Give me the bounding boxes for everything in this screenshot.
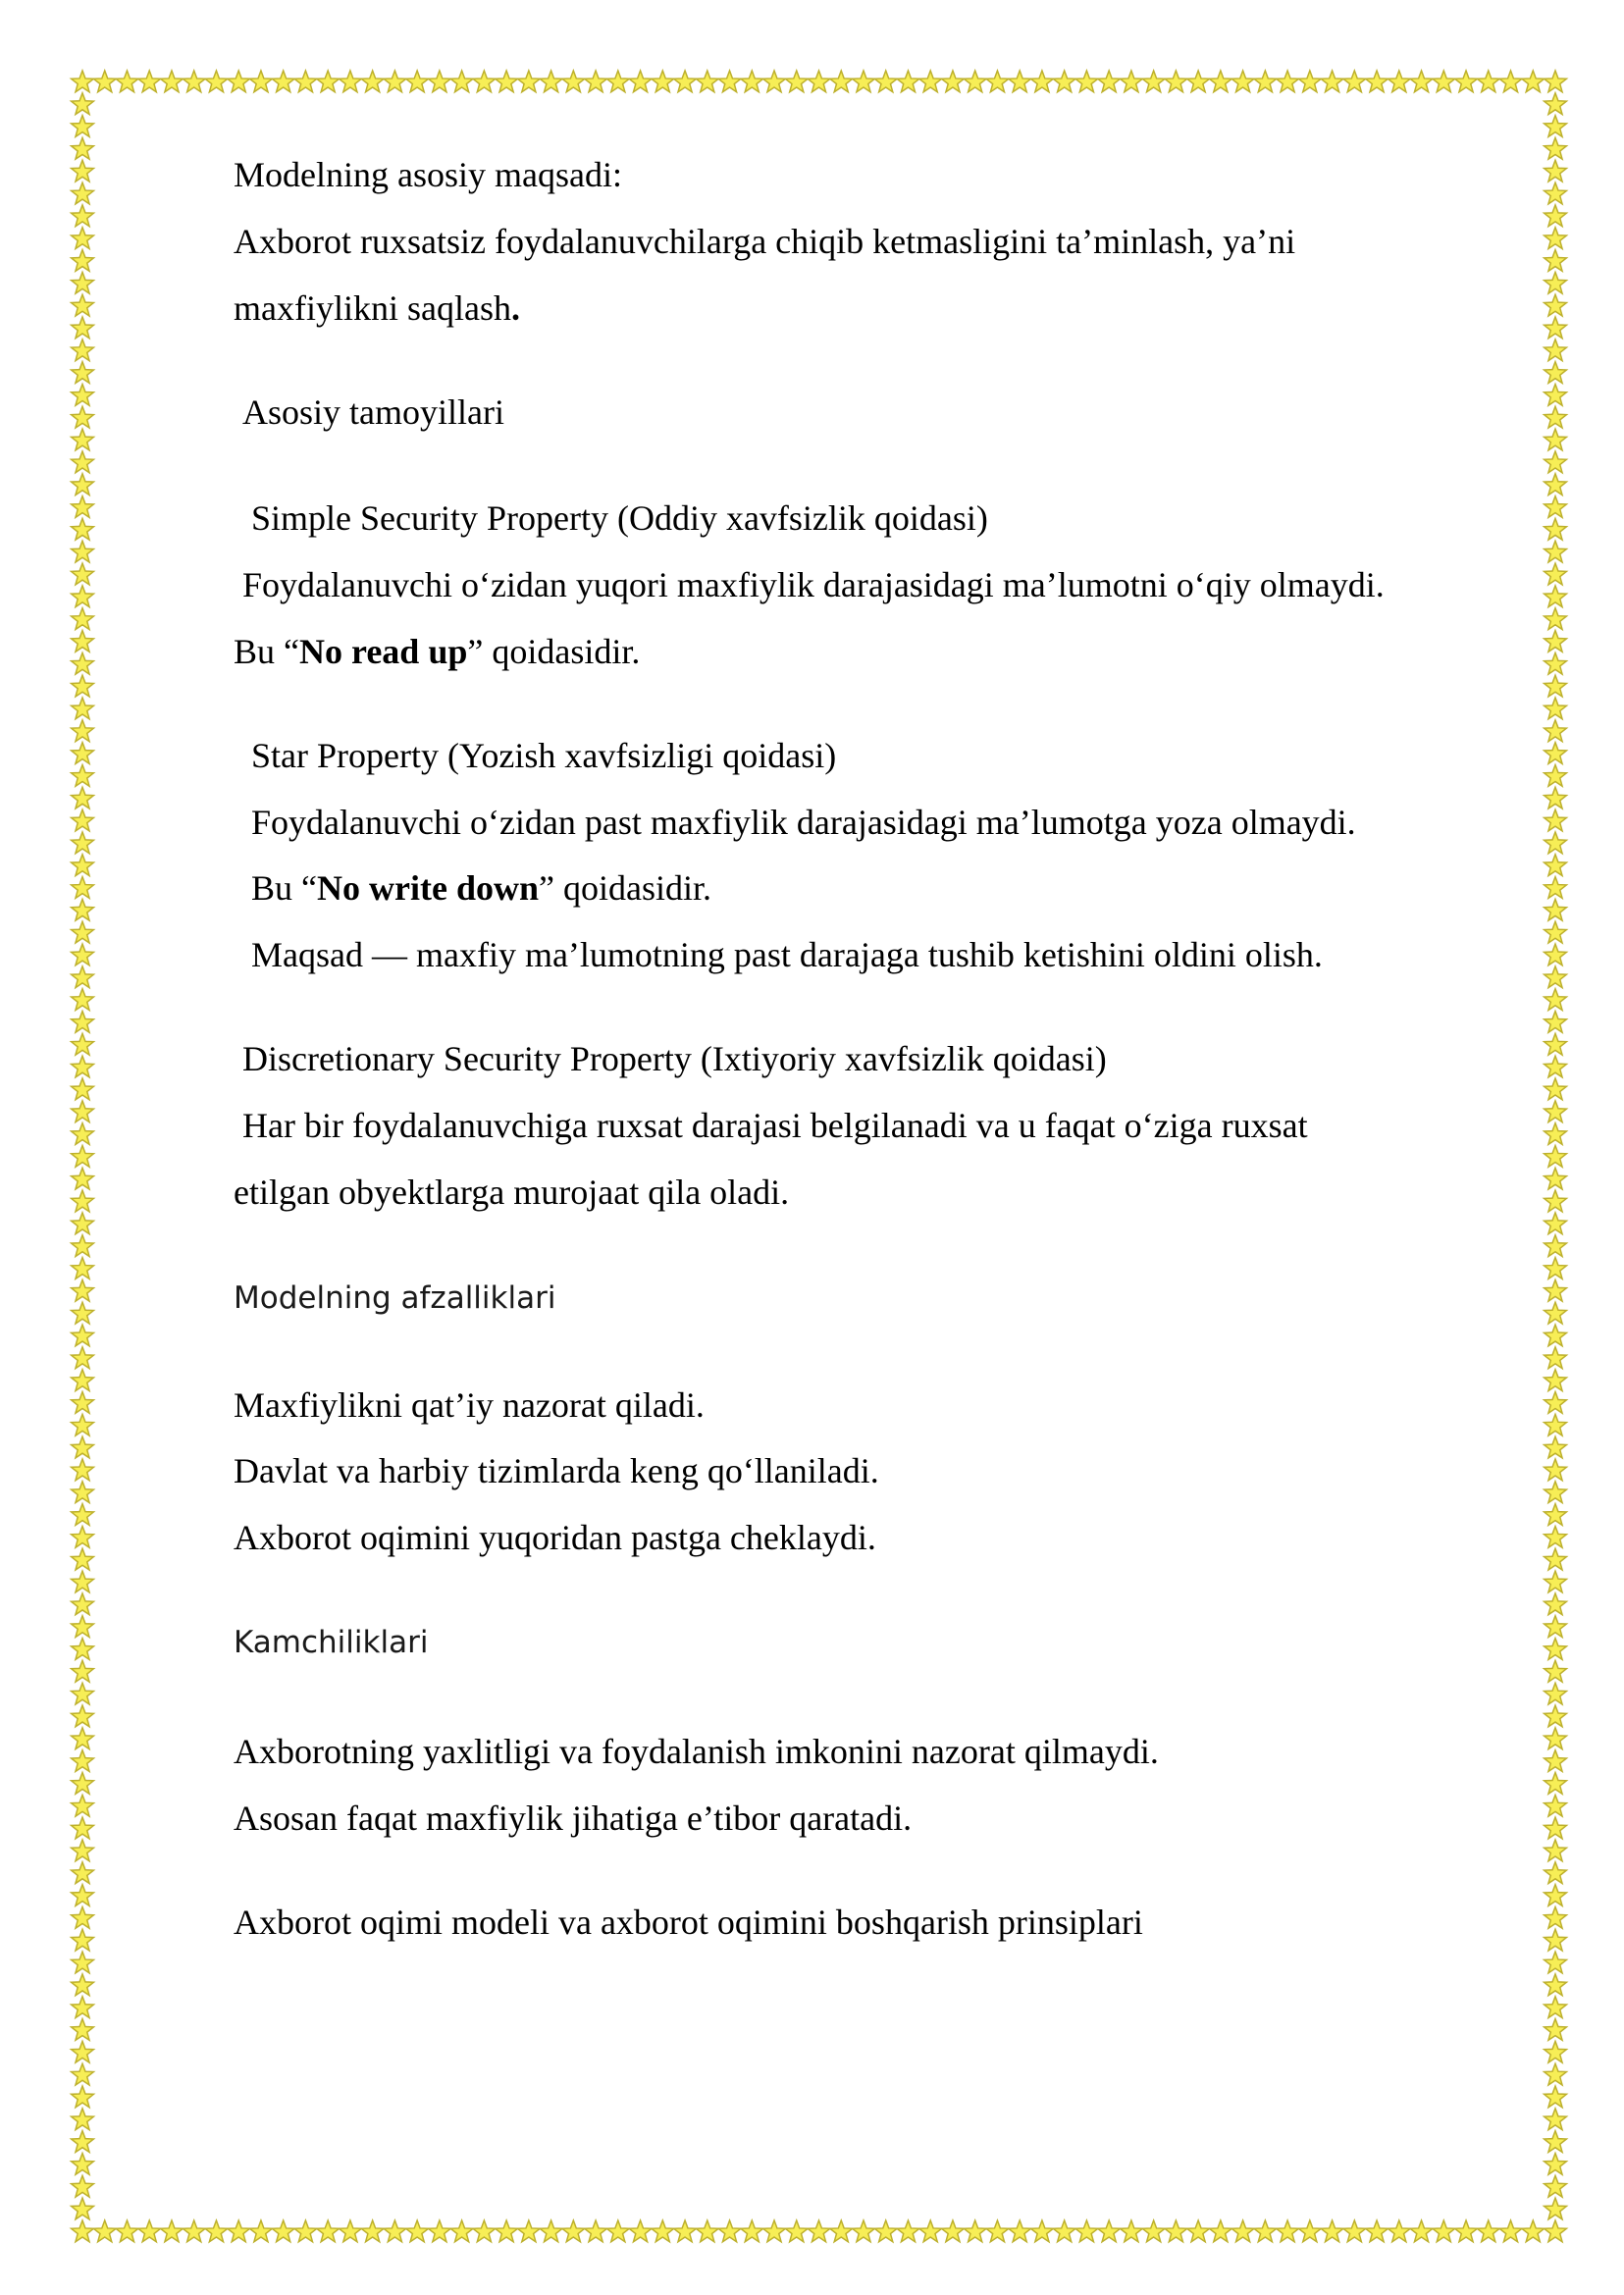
disadvantage-item-2: Asosan faqat maxfiylik jihatiga e’tibor qaratadi. [234, 1799, 913, 1838]
star-property-rule-suffix: ” qoidasidir. [538, 868, 711, 908]
simple-security-rule-prefix: Bu “ [234, 632, 299, 671]
discretionary-title: Discretionary Security Property (Ixtiyoriy xavfsizlik qoidasi) [242, 1039, 1107, 1078]
simple-security-title: Simple Security Property (Oddiy xavfsizlik qoidasi) [251, 498, 988, 538]
star-property-rule-name: No write down [317, 868, 539, 908]
main-goal-text-line-2 [234, 287, 520, 330]
star-property-rule [251, 866, 711, 910]
main-goal-text-2: maxfiylikni saqlash [234, 288, 511, 328]
star-property-goal: Maqsad — maxfiy ma’lumotning past darajaga tushib ketishini oldini olish. [251, 935, 1323, 974]
simple-security-rule [234, 630, 640, 673]
principles-heading: Asosiy tamoyillari [242, 392, 504, 432]
main-goal-text-line-1: Axborot ruxsatsiz foydalanuvchilarga chiqib ketmasligini ta’minlash, ya’ni [234, 222, 1296, 261]
simple-security-rule-name: No read up [299, 632, 468, 671]
simple-security-text: Foydalanuvchi o‘zidan yuqori maxfiylik darajasidagi ma’lumotni o‘qiy olmaydi. [242, 565, 1385, 604]
discretionary-text-line-2: etilgan obyektlarga murojaat qila oladi. [234, 1173, 790, 1212]
simple-security-rule-suffix: ” qoidasidir. [467, 632, 641, 671]
advantage-item-3: Axborot oqimini yuqoridan pastga cheklaydi. [234, 1518, 876, 1557]
advantages-heading: Modelning afzalliklari [234, 1280, 556, 1316]
star-property-text: Foydalanuvchi o‘zidan past maxfiylik darajasidagi ma’lumotga yoza olmaydi. [251, 803, 1356, 842]
disadvantage-item-1: Axborotning yaxlitligi va foydalanish imkonini nazorat qilmaydi. [234, 1732, 1159, 1771]
disadvantages-heading: Kamchiliklari [234, 1625, 429, 1660]
discretionary-text-line-1: Har bir foydalanuvchiga ruxsat darajasi belgilanadi va u faqat o‘ziga ruxsat [242, 1106, 1308, 1145]
star-property-title: Star Property (Yozish xavfsizligi qoidasi) [251, 736, 837, 775]
advantage-item-2: Davlat va harbiy tizimlarda keng qo‘llaniladi. [234, 1451, 879, 1490]
main-goal-text-2-period: . [510, 288, 520, 328]
next-topic-heading: Axborot oqimi modeli va axborot oqimini boshqarish prinsiplari [234, 1903, 1143, 1942]
advantage-item-1: Maxfiylikni qat’iy nazorat qiladi. [234, 1385, 705, 1425]
star-property-rule-prefix: Bu “ [251, 868, 317, 908]
main-goal-heading: Modelning asosiy maqsadi: [234, 155, 622, 194]
